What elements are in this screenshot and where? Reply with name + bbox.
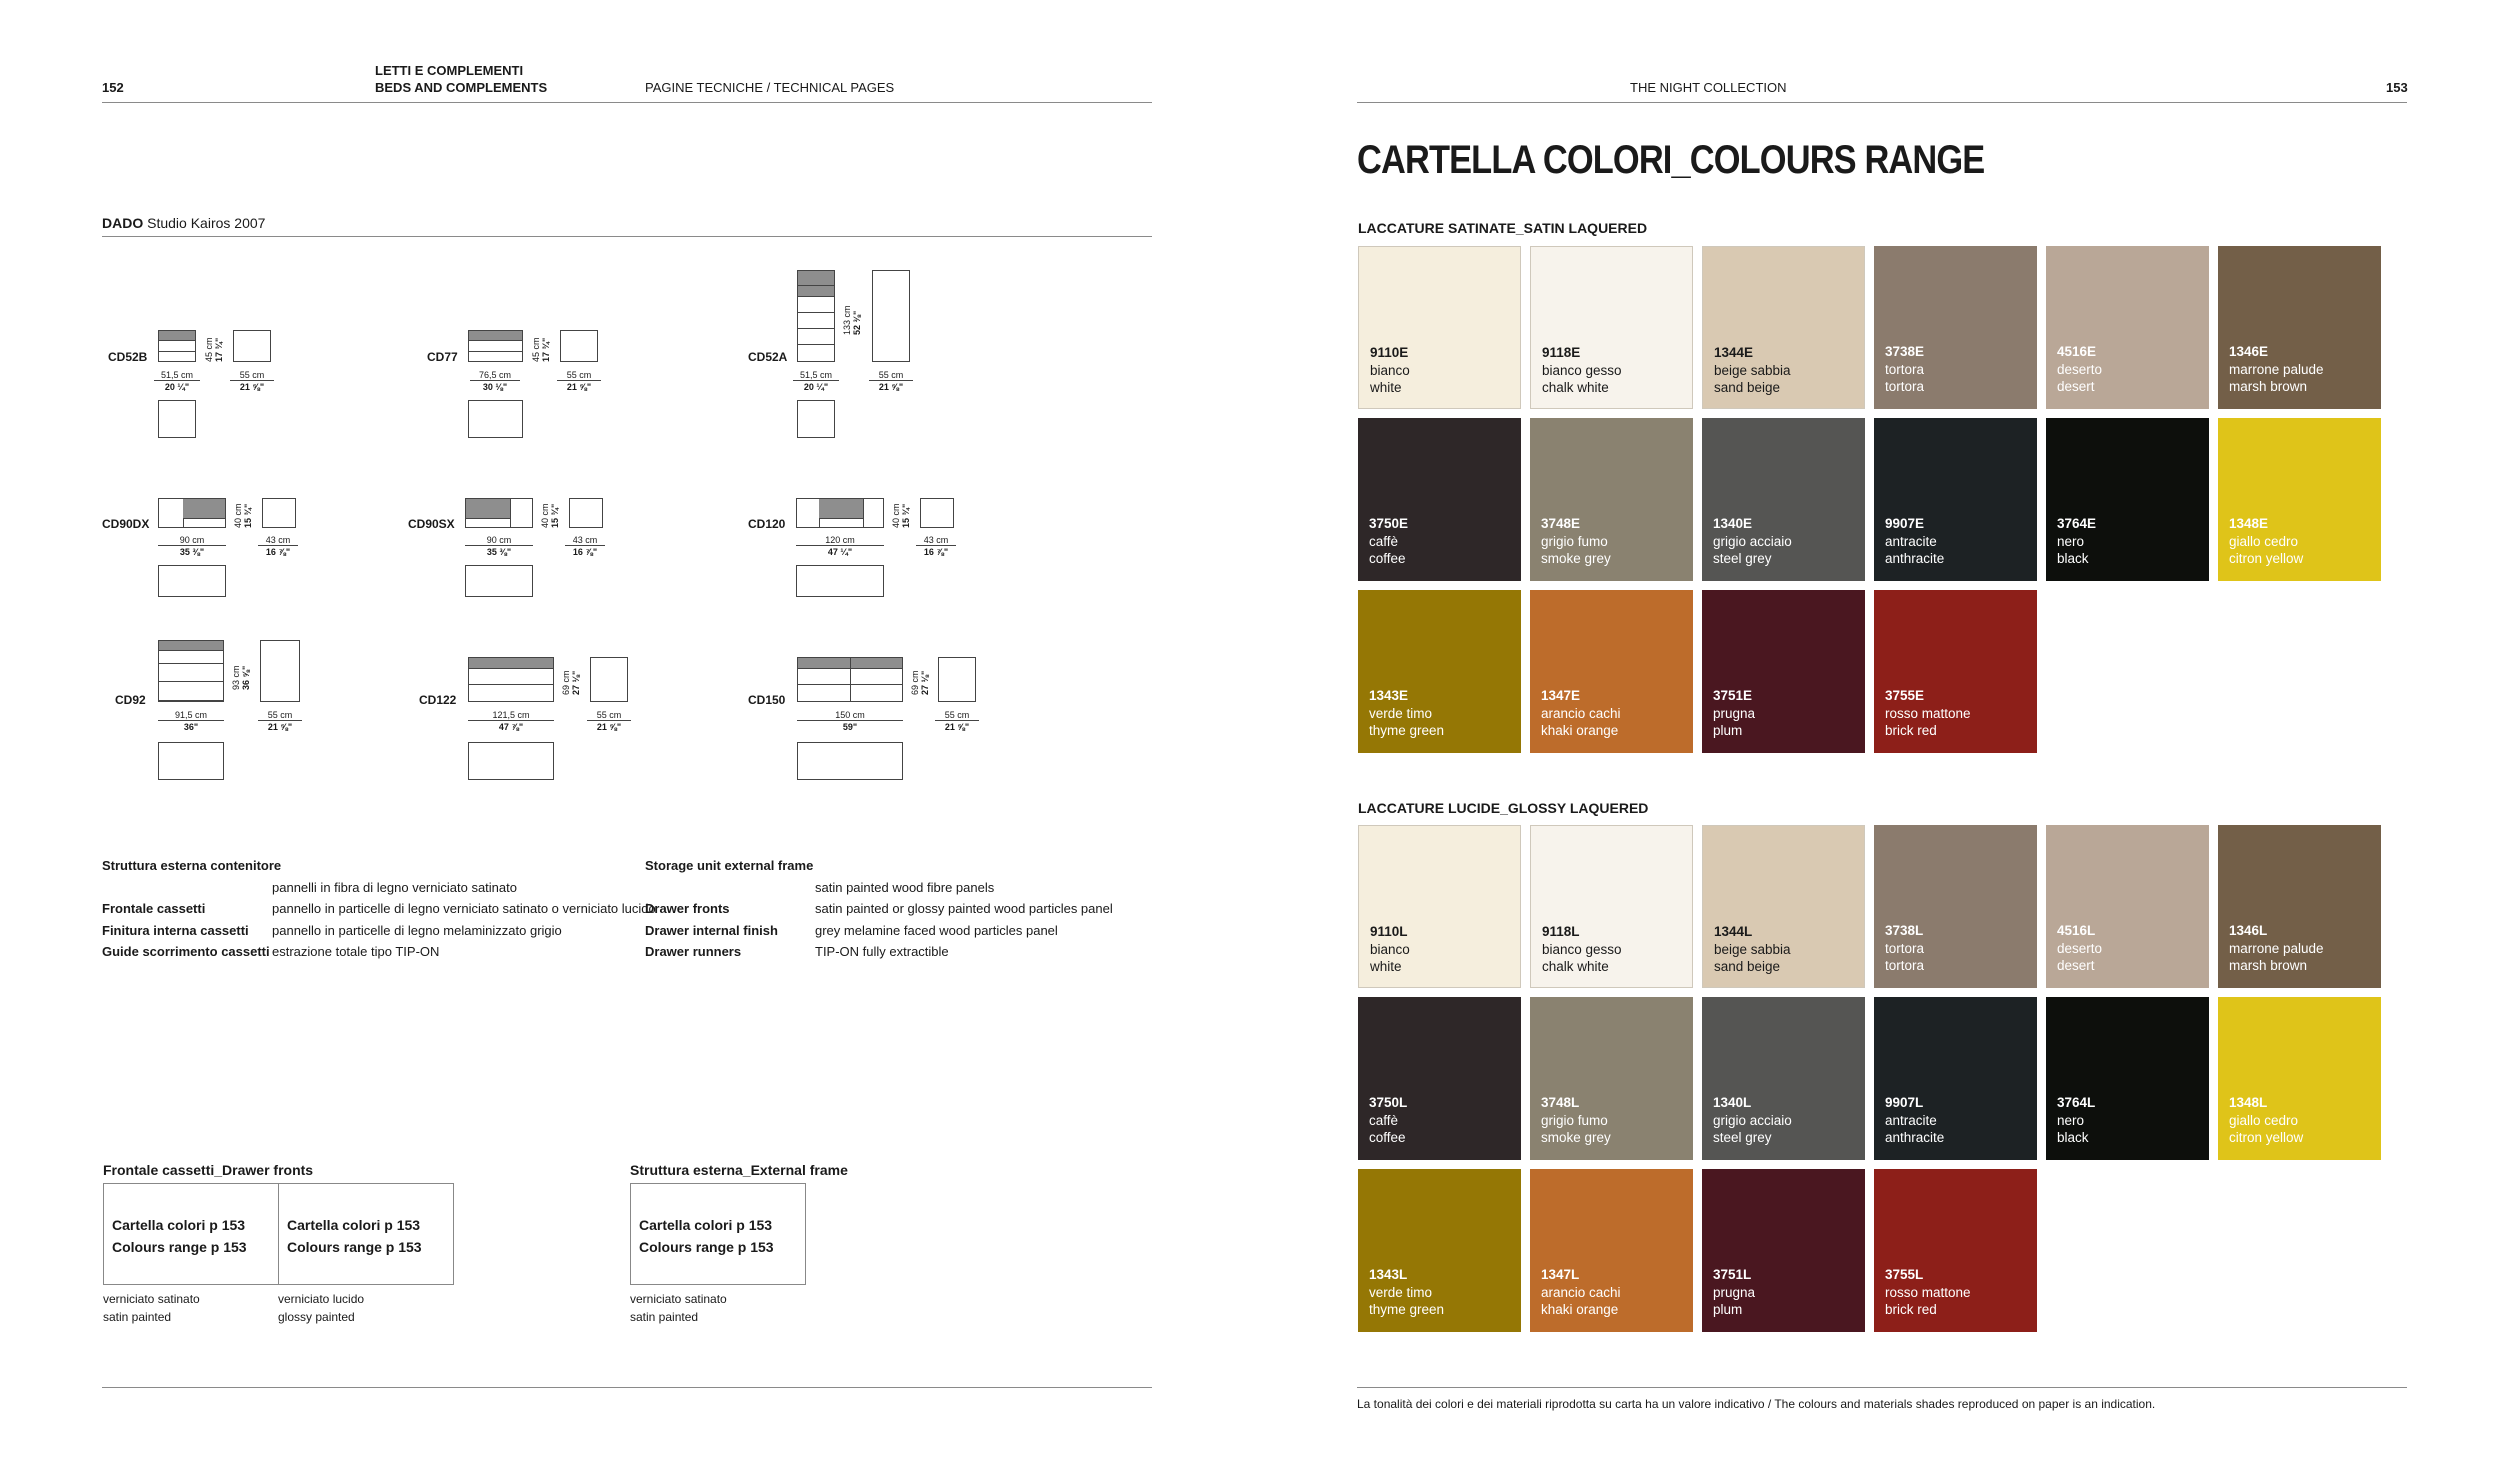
colour-swatch xyxy=(1530,418,1693,581)
swatch-name-en: citron yellow xyxy=(2229,551,2304,566)
depth-dimension: 43 cm 16 ⅞" xyxy=(565,535,605,557)
colour-swatch xyxy=(2218,246,2381,409)
width-dimension: 120 cm 47 ¼" xyxy=(796,535,884,557)
product-heading xyxy=(102,215,265,231)
swatch-name-it: beige sabbia xyxy=(1714,362,1791,378)
left-page-number: 152 xyxy=(102,80,124,95)
colour-swatch xyxy=(1358,997,1521,1160)
depth-dimension: 55 cm 21 ⅝" xyxy=(557,370,601,392)
swatch-code: 3751E xyxy=(1713,688,1753,703)
swatch-name-en: chalk white xyxy=(1542,380,1609,395)
height-dimension: 45 cm 17 ¾" xyxy=(204,337,224,362)
specs-italian xyxy=(102,855,656,963)
colour-swatch xyxy=(2218,825,2381,988)
swatch-name-en: khaki orange xyxy=(1541,1302,1619,1317)
product-code: CD92 xyxy=(115,693,146,707)
specs-title: Storage unit external frame xyxy=(645,858,814,873)
side-view-drawing xyxy=(872,270,910,362)
swatch-name-it: antracite xyxy=(1885,533,1937,549)
glossy-group-title: LACCATURE LUCIDE_GLOSSY LAQUERED xyxy=(1358,800,1649,816)
swatch-name-en: black xyxy=(2057,551,2089,566)
spec-row: Guide scorrimento cassetti estrazione totale tipo TIP-ON xyxy=(102,944,440,959)
product-code: CD90SX xyxy=(408,517,455,531)
swatch-code: 1347L xyxy=(1541,1267,1580,1282)
swatch-name-en: thyme green xyxy=(1369,1302,1445,1317)
colour-swatch xyxy=(1530,590,1693,753)
width-dimension: 51,5 cm 20 ¼" xyxy=(793,370,839,392)
side-view-drawing xyxy=(590,657,628,702)
swatch-name-en: sand beige xyxy=(1714,380,1781,395)
colour-swatch xyxy=(1358,418,1521,581)
product-name: DADO xyxy=(102,215,144,231)
swatch-name-it: antracite xyxy=(1885,1112,1937,1128)
swatch-name-en: black xyxy=(2057,1130,2089,1145)
colour-swatch xyxy=(1530,246,1693,409)
swatch-code: 3750L xyxy=(1369,1095,1408,1110)
specs-title: Struttura esterna contenitore xyxy=(102,858,282,873)
swatch-name-en: brick red xyxy=(1885,1302,1937,1317)
height-dimension: 40 cm 15 ¾" xyxy=(233,503,253,528)
right-header-divider xyxy=(1357,102,2407,103)
width-dimension: 150 cm 59" xyxy=(797,710,903,732)
swatch-code: 1346L xyxy=(2229,923,2268,938)
satin-group-title: LACCATURE SATINATE_SATIN LAQUERED xyxy=(1358,220,1648,236)
swatch-name-en: white xyxy=(1370,959,1402,974)
spec-row: Drawer runners TIP-ON fully extractible xyxy=(645,944,949,959)
front-view-drawing xyxy=(158,330,196,362)
depth-dimension: 43 cm 16 ⅞" xyxy=(258,535,298,557)
spec-row: Frontale cassetti pannello in particelle di legno verniciato satinato o verniciato lucido xyxy=(102,901,656,916)
swatch-name-it: grigio acciaio xyxy=(1713,1112,1792,1128)
colour-swatch xyxy=(1702,418,1865,581)
swatch-name-en: plum xyxy=(1713,723,1743,738)
swatch-code: 9118L xyxy=(1542,924,1580,939)
width-dimension: 90 cm 35 ⅜" xyxy=(465,535,533,557)
swatch-name-en: steel grey xyxy=(1713,1130,1772,1145)
drawer-front-glossy-box: Cartella colori p 153 Colours range p 153 xyxy=(278,1183,454,1285)
product-code: CD120 xyxy=(748,517,786,531)
top-view-drawing xyxy=(158,565,226,597)
height-dimension: 69 cm 27 ⅛" xyxy=(910,670,930,695)
swatch-code: 1346E xyxy=(2229,344,2269,359)
swatch-code: 9907L xyxy=(1885,1095,1924,1110)
product-divider xyxy=(102,236,1152,237)
swatch-code: 9907E xyxy=(1885,516,1925,531)
front-view-drawing xyxy=(797,270,835,362)
top-view-drawing xyxy=(468,742,554,780)
swatch-name-it: giallo cedro xyxy=(2229,533,2299,549)
swatch-name-it: rosso mattone xyxy=(1885,705,1971,721)
spec-row: Drawer internal finish grey melamine faced wood particles panel xyxy=(645,922,1058,938)
depth-dimension: 55 cm 21 ⅝" xyxy=(587,710,631,732)
colour-swatch xyxy=(2218,997,2381,1160)
swatch-code: 3738L xyxy=(1885,923,1924,938)
product-designer: Studio Kairos xyxy=(147,215,231,231)
product-code: CD150 xyxy=(748,693,786,707)
colour-swatch xyxy=(1702,246,1865,409)
right-page-number: 153 xyxy=(2386,80,2408,95)
swatch-name-it: deserto xyxy=(2057,940,2103,956)
top-view-drawing xyxy=(796,565,884,597)
height-dimension: 40 cm 15 ¾" xyxy=(540,503,560,528)
front-view-drawing xyxy=(468,330,523,362)
collection-name: THE NIGHT COLLECTION xyxy=(1630,80,1787,95)
swatch-code: 3748L xyxy=(1541,1095,1580,1110)
external-frame-caption: verniciato satinato satin painted xyxy=(630,1292,727,1324)
swatch-name-it: bianco xyxy=(1370,941,1410,957)
colour-swatch xyxy=(1874,590,2037,753)
swatch-name-it: bianco xyxy=(1370,362,1410,378)
swatch-name-en: sand beige xyxy=(1714,959,1781,974)
swatch-name-it: arancio cachi xyxy=(1541,705,1621,721)
swatch-code: 9118E xyxy=(1542,345,1581,360)
depth-dimension: 55 cm 21 ⅝" xyxy=(230,370,274,392)
colours-range-title: CARTELLA COLORI_COLOURS RANGE xyxy=(1357,138,1985,182)
swatch-name-it: arancio cachi xyxy=(1541,1284,1621,1300)
product-code: CD77 xyxy=(427,350,458,364)
product-code: CD90DX xyxy=(102,517,150,531)
side-view-drawing xyxy=(260,640,300,702)
height-dimension: 93 cm 36 ⅝" xyxy=(231,665,251,690)
spec-row: pannelli in fibra di legno verniciato satinato xyxy=(272,879,517,895)
specs-english xyxy=(645,855,1113,963)
technical-pages-label: PAGINE TECNICHE / TECHNICAL PAGES xyxy=(645,80,895,95)
swatch-name-en: brick red xyxy=(1885,723,1937,738)
front-view-drawing xyxy=(468,657,554,702)
swatch-name-it: marrone palude xyxy=(2229,940,2324,956)
colour-swatch xyxy=(1530,825,1693,988)
colour-swatch xyxy=(1874,997,2037,1160)
colour-swatch xyxy=(1874,246,2037,409)
swatch-name-it: verde timo xyxy=(1369,705,1433,721)
top-view-drawing xyxy=(468,400,523,438)
front-view-drawing xyxy=(158,640,224,702)
swatch-code: 1347E xyxy=(1541,688,1581,703)
swatch-name-it: caffè xyxy=(1369,1112,1399,1128)
top-view-drawing xyxy=(797,742,903,780)
swatch-name-it: grigio fumo xyxy=(1541,1112,1608,1128)
product-code: CD122 xyxy=(419,693,457,707)
height-dimension: 133 cm 52 ⅜" xyxy=(842,305,862,335)
drawer-front-glossy-caption: verniciato lucido glossy painted xyxy=(278,1292,365,1324)
spec-row: Drawer fronts satin painted or glossy painted wood particles panel xyxy=(645,901,1113,916)
swatch-name-it: bianco gesso xyxy=(1542,362,1622,378)
colour-swatch xyxy=(1358,825,1521,988)
external-frame-box: Cartella colori p 153 Colours range p 153 xyxy=(630,1183,806,1285)
colour-swatch xyxy=(1530,997,1693,1160)
front-view-drawing xyxy=(158,498,226,528)
side-view-drawing xyxy=(233,330,271,362)
swatch-name-it: giallo cedro xyxy=(2229,1112,2299,1128)
left-footer-divider xyxy=(102,1387,1152,1388)
swatch-name-it: verde timo xyxy=(1369,1284,1433,1300)
left-section-title-it: LETTI E COMPLEMENTI xyxy=(375,63,524,78)
satin-swatch-grid xyxy=(1358,246,2398,756)
swatch-code: 1340E xyxy=(1713,516,1753,531)
external-frame-title: Struttura esterna_External frame xyxy=(630,1162,848,1178)
top-view-drawing xyxy=(465,565,533,597)
front-view-drawing xyxy=(796,498,884,528)
left-section-title-en: BEDS AND COMPLEMENTS xyxy=(375,80,548,95)
width-dimension: 121,5 cm 47 ⅞" xyxy=(468,710,554,732)
colour-swatch xyxy=(1874,825,2037,988)
swatch-name-en: smoke grey xyxy=(1541,551,1611,566)
colours-footnote: La tonalità dei colori e dei materiali riprodotta su carta ha un valore indicativo / The colours and materials shades reproduced on paper is an indication. xyxy=(1357,1397,2156,1411)
swatch-name-it: tortora xyxy=(1885,361,1925,377)
colour-swatch xyxy=(2218,418,2381,581)
height-dimension: 69 cm 27 ⅛" xyxy=(561,670,581,695)
height-dimension: 40 cm 15 ¾" xyxy=(891,503,911,528)
colour-swatch xyxy=(1874,418,2037,581)
colour-swatch xyxy=(2046,997,2209,1160)
swatch-name-it: prugna xyxy=(1713,705,1756,721)
swatch-code: 4516E xyxy=(2057,344,2097,359)
depth-dimension: 55 cm 21 ⅝" xyxy=(935,710,979,732)
swatch-name-en: thyme green xyxy=(1369,723,1445,738)
swatch-name-it: grigio fumo xyxy=(1541,533,1608,549)
swatch-name-en: citron yellow xyxy=(2229,1130,2304,1145)
swatch-name-en: chalk white xyxy=(1542,959,1609,974)
depth-dimension: 43 cm 16 ⅞" xyxy=(916,535,956,557)
swatch-name-en: smoke grey xyxy=(1541,1130,1611,1145)
top-view-drawing xyxy=(158,400,196,438)
spec-row: Finitura interna cassetti pannello in particelle di legno melaminizzato grigio xyxy=(102,922,562,938)
swatch-code: 9110E xyxy=(1370,345,1409,360)
swatch-code: 1348L xyxy=(2229,1095,2268,1110)
swatch-code: 3755E xyxy=(1885,688,1925,703)
depth-dimension: 55 cm 21 ⅝" xyxy=(258,710,302,732)
side-view-drawing xyxy=(569,498,603,528)
width-dimension: 90 cm 35 ⅜" xyxy=(158,535,226,557)
swatch-name-it: marrone palude xyxy=(2229,361,2324,377)
glossy-swatch-grid xyxy=(1358,825,2398,1335)
colour-swatch xyxy=(1702,825,1865,988)
front-view-drawing xyxy=(797,657,903,702)
swatch-name-it: nero xyxy=(2057,533,2085,549)
product-year: 2007 xyxy=(234,215,266,231)
swatch-code: 3764L xyxy=(2057,1095,2096,1110)
depth-dimension: 55 cm 21 ⅝" xyxy=(869,370,913,392)
swatch-name-en: anthracite xyxy=(1885,1130,1945,1145)
swatch-name-it: grigio acciaio xyxy=(1713,533,1792,549)
swatch-name-en: coffee xyxy=(1369,1130,1406,1145)
colour-swatch xyxy=(1874,1169,2037,1332)
swatch-code: 9110L xyxy=(1370,924,1408,939)
colour-swatch xyxy=(1702,590,1865,753)
colour-swatch xyxy=(1702,997,1865,1160)
swatch-name-it: rosso mattone xyxy=(1885,1284,1971,1300)
swatch-name-en: coffee xyxy=(1369,551,1406,566)
swatch-name-it: tortora xyxy=(1885,940,1925,956)
top-view-drawing xyxy=(797,400,835,438)
swatch-name-en: plum xyxy=(1713,1302,1743,1317)
colour-swatch xyxy=(1530,1169,1693,1332)
swatch-name-en: tortora xyxy=(1885,379,1925,394)
colour-swatch xyxy=(1358,590,1521,753)
swatch-name-en: desert xyxy=(2057,379,2095,394)
side-view-drawing xyxy=(920,498,954,528)
swatch-name-en: white xyxy=(1370,380,1402,395)
swatch-name-en: khaki orange xyxy=(1541,723,1619,738)
swatch-code: 3750E xyxy=(1369,516,1409,531)
left-header-divider xyxy=(102,102,1152,103)
swatch-code: 1343E xyxy=(1369,688,1409,703)
swatch-code: 1348E xyxy=(2229,516,2269,531)
colour-swatch xyxy=(1358,246,1521,409)
side-view-drawing xyxy=(560,330,598,362)
height-dimension: 45 cm 17 ¾" xyxy=(531,337,551,362)
product-code: CD52A xyxy=(748,350,788,364)
swatch-name-en: desert xyxy=(2057,958,2095,973)
width-dimension: 51,5 cm 20 ¼" xyxy=(154,370,200,392)
swatch-name-it: beige sabbia xyxy=(1714,941,1791,957)
swatch-name-it: caffè xyxy=(1369,533,1399,549)
colour-swatch xyxy=(1358,1169,1521,1332)
swatch-name-it: nero xyxy=(2057,1112,2085,1128)
width-dimension: 76,5 cm 30 ⅛" xyxy=(470,370,520,392)
swatch-name-en: marsh brown xyxy=(2229,958,2308,973)
swatch-code: 3755L xyxy=(1885,1267,1924,1282)
swatch-code: 3764E xyxy=(2057,516,2097,531)
drawer-front-satin-caption: verniciato satinato satin painted xyxy=(103,1292,200,1324)
swatch-name-it: deserto xyxy=(2057,361,2103,377)
swatch-name-it: bianco gesso xyxy=(1542,941,1622,957)
spec-row: satin painted wood fibre panels xyxy=(815,879,995,895)
swatch-code: 3751L xyxy=(1713,1267,1752,1282)
drawer-front-satin-box: Cartella colori p 153 Colours range p 153 xyxy=(103,1183,279,1285)
colour-swatch xyxy=(2046,418,2209,581)
colour-swatch xyxy=(2046,246,2209,409)
swatch-name-en: tortora xyxy=(1885,958,1925,973)
swatch-code: 1343L xyxy=(1369,1267,1408,1282)
side-view-drawing xyxy=(938,657,976,702)
side-view-drawing xyxy=(262,498,296,528)
swatch-code: 1340L xyxy=(1713,1095,1752,1110)
drawer-fronts-title: Frontale cassetti_Drawer fronts xyxy=(103,1162,314,1178)
top-view-drawing xyxy=(158,742,224,780)
swatch-name-en: anthracite xyxy=(1885,551,1945,566)
swatch-code: 1344L xyxy=(1714,924,1753,939)
swatch-code: 4516L xyxy=(2057,923,2096,938)
swatch-code: 3738E xyxy=(1885,344,1925,359)
swatch-code: 1344E xyxy=(1714,345,1754,360)
right-footer-divider xyxy=(1357,1387,2407,1388)
colour-swatch xyxy=(2046,825,2209,988)
front-view-drawing xyxy=(465,498,533,528)
product-code: CD52B xyxy=(108,350,148,364)
width-dimension: 91,5 cm 36" xyxy=(158,710,224,732)
swatch-code: 3748E xyxy=(1541,516,1581,531)
colour-swatch xyxy=(1702,1169,1865,1332)
swatch-name-en: steel grey xyxy=(1713,551,1772,566)
swatch-name-en: marsh brown xyxy=(2229,379,2308,394)
swatch-name-it: prugna xyxy=(1713,1284,1756,1300)
